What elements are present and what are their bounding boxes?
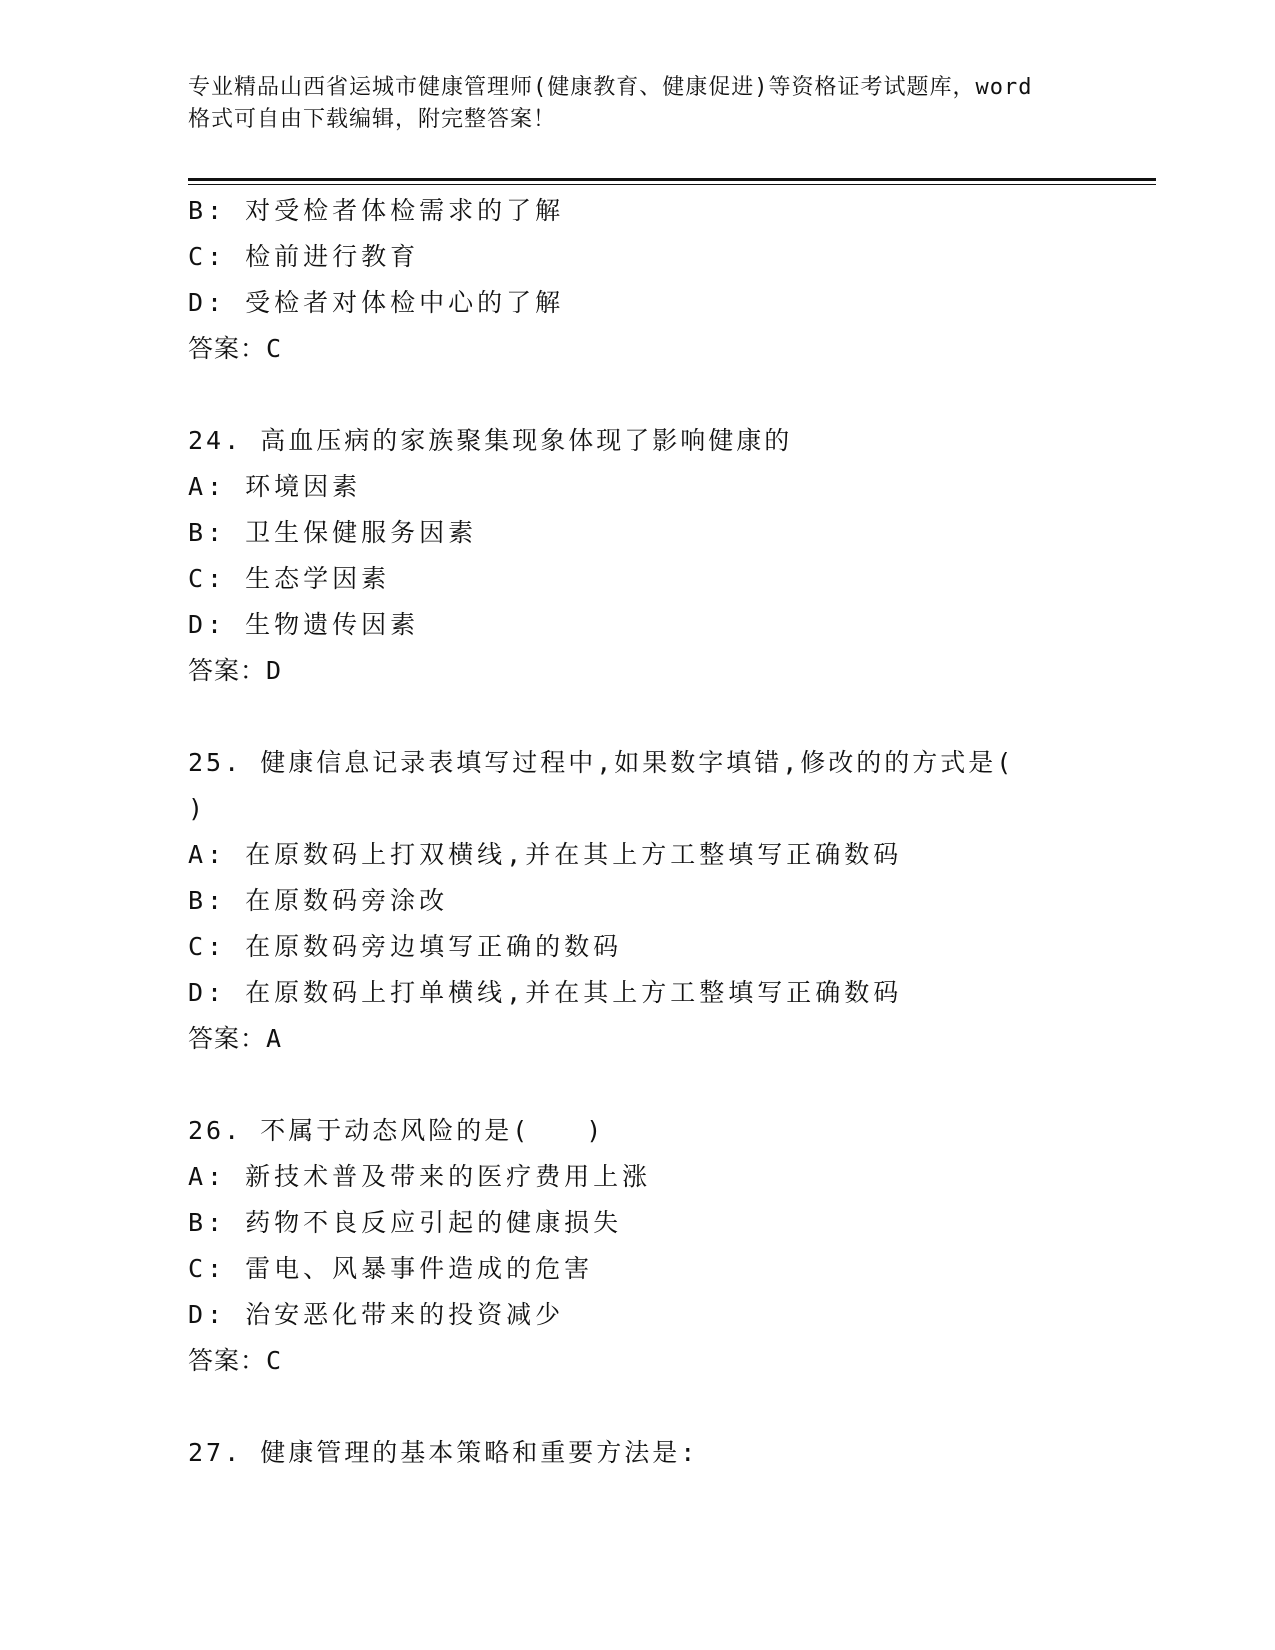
question-text: 26. 不属于动态风险的是( ) (188, 1116, 605, 1145)
question-23-tail (188, 188, 1088, 372)
answer-line (188, 1016, 1088, 1062)
header-rule-thin (188, 184, 1156, 185)
answer-label: 答案： (188, 1024, 267, 1053)
spacer (188, 1062, 1088, 1108)
option-b: B: 药物不良反应引起的健康损失 (188, 1208, 623, 1237)
question-text: 24. 高血压病的家族聚集现象体现了影响健康的 (188, 426, 793, 455)
answer-line (188, 326, 1088, 372)
question-text: 27. 健康管理的基本策略和重要方法是: (188, 1438, 699, 1467)
option-d: D: 受检者对体检中心的了解 (188, 288, 565, 317)
answer-label: 答案： (188, 656, 267, 685)
option-a: A: 在原数码上打双横线,并在其上方工整填写正确数码 (188, 840, 903, 869)
question-text-line-1: 25. 健康信息记录表填写过程中,如果数字填错,修改的的方式是( (188, 748, 1015, 777)
option-d: D: 在原数码上打单横线,并在其上方工整填写正确数码 (188, 978, 903, 1007)
option-c: C: 检前进行教育 (188, 242, 420, 271)
answer-value: D (266, 656, 283, 685)
document-header (188, 72, 1088, 136)
answer-value: A (266, 1024, 283, 1053)
question-list (188, 188, 1088, 1476)
answer-label: 答案： (188, 1346, 267, 1375)
answer-value: C (266, 1346, 283, 1375)
header-rule-thick (188, 178, 1156, 181)
spacer (188, 694, 1088, 740)
option-d: D: 生物遗传因素 (188, 610, 420, 639)
question-27 (188, 1430, 1088, 1476)
question-25 (188, 740, 1088, 1062)
answer-value: C (266, 334, 283, 363)
question-24 (188, 418, 1088, 694)
header-line-2: 格式可自由下载编辑，附完整答案！ (188, 107, 557, 132)
option-c: C: 生态学因素 (188, 564, 391, 593)
question-text-line-2: ) (188, 794, 208, 823)
option-b: B: 在原数码旁涂改 (188, 886, 449, 915)
option-c: C: 在原数码旁边填写正确的数码 (188, 932, 623, 961)
option-b: B: 对受检者体检需求的了解 (188, 196, 565, 225)
question-26 (188, 1108, 1088, 1384)
option-d: D: 治安恶化带来的投资减少 (188, 1300, 565, 1329)
spacer (188, 372, 1088, 418)
header-line-1: 专业精品山西省运城市健康管理师(健康教育、健康促进)等资格证考试题库，word (188, 75, 1033, 100)
spacer (188, 1384, 1088, 1430)
option-b: B: 卫生保健服务因素 (188, 518, 478, 547)
answer-line (188, 648, 1088, 694)
option-a: A: 新技术普及带来的医疗费用上涨 (188, 1162, 652, 1191)
answer-line (188, 1338, 1088, 1384)
option-c: C: 雷电、风暴事件造成的危害 (188, 1254, 594, 1283)
answer-label: 答案： (188, 334, 267, 363)
option-a: A: 环境因素 (188, 472, 362, 501)
